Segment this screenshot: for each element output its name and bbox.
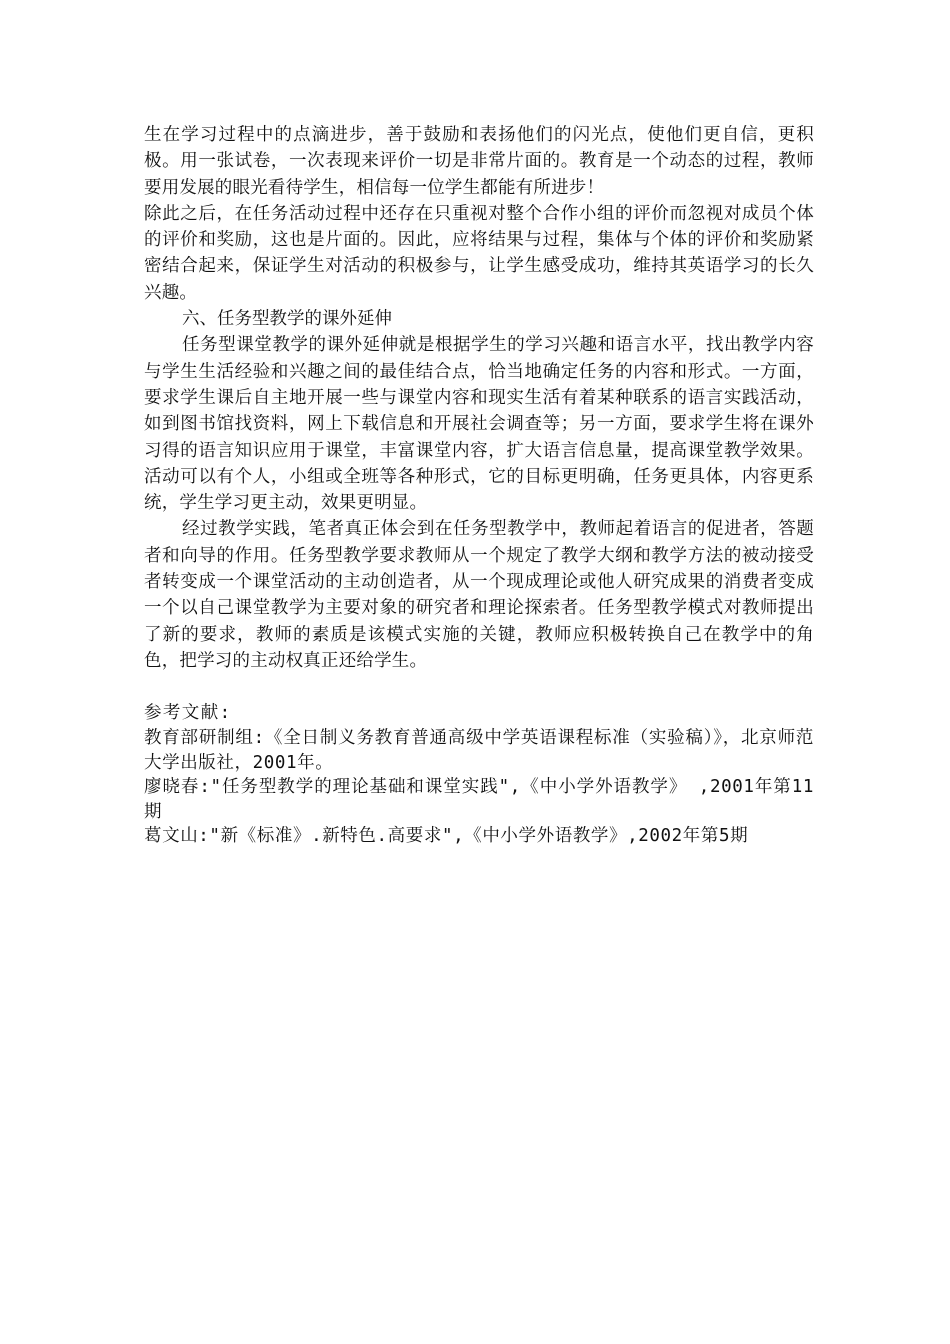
reference-item-3: 葛文山:"新《标准》.新特色.高要求",《中小学外语教学》,2002年第5期 [144, 826, 749, 847]
section-heading: 六、任务型教学的课外延伸 [182, 309, 392, 330]
reference-item-2: 廖晓春:"任务型教学的理论基础和课堂实践",《中小学外语教学》 ,2001年第11期 [144, 777, 814, 822]
references-title: 参考文献: [144, 703, 232, 724]
section-paragraph-2: 经过教学实践，笔者真正体会到在任务型教学中，教师起着语言的促进者，答题者和向导的作用。任务型教学要求教师从一个规定了教学大纲和教学方法的被动接受者转变成一个课堂活动的主动创造者，从一个现成理论或他人研究成果的消费者变成一个以自己课堂教学为主要对象的研究者和理论探索者。任务型教学模式对教师提出了新的要求，教师的素质是该模式实施的关键，教师应积极转换自己在教学中的角色，把学习的主动权真正还给学生。 [144, 519, 814, 671]
body-paragraph-2: 除此之后，在任务活动过程中还存在只重视对整个合作小组的评价而忽视对成员个体的评价和奖励，这也是片面的。因此，应将结果与过程，集体与个体的评价和奖励紧密结合起来，保证学生对活动的积极参与，让学生感受成功，维持其英语学习的长久兴趣。 [144, 203, 814, 303]
section-paragraph-1: 任务型课堂教学的课外延伸就是根据学生的学习兴趣和语言水平，找出教学内容与学生生活经验和兴趣之间的最佳结合点，恰当地确定任务的内容和形式。一方面，要求学生课后自主地开展一些与课堂内容和现实生活有着某种联系的语言实践活动，如到图书馆找资料，网上下载信息和开展社会调查等；另一方面，要求学生将在课外习得的语言知识应用于课堂，丰富课堂内容，扩大语言信息量，提高课堂教学效果。活动可以有个人，小组或全班等各种形式，它的目标更明确，任务更具体，内容更系统，学生学习更主动，效果更明显。 [144, 335, 814, 514]
reference-item-1: 教育部研制组:《全日制义务教育普通高级中学英语课程标准（实验稿）》，北京师范大学出版社，2001年。 [144, 728, 814, 773]
document-page [144, 122, 814, 849]
body-paragraph-1: 生在学习过程中的点滴进步，善于鼓励和表扬他们的闪光点，使他们更自信，更积极。用一张试卷，一次表现来评价一切是非常片面的。教育是一个动态的过程，教师要用发展的眼光看待学生，相信每一位学生都能有所进步！ [144, 125, 814, 198]
references-section [144, 700, 814, 849]
